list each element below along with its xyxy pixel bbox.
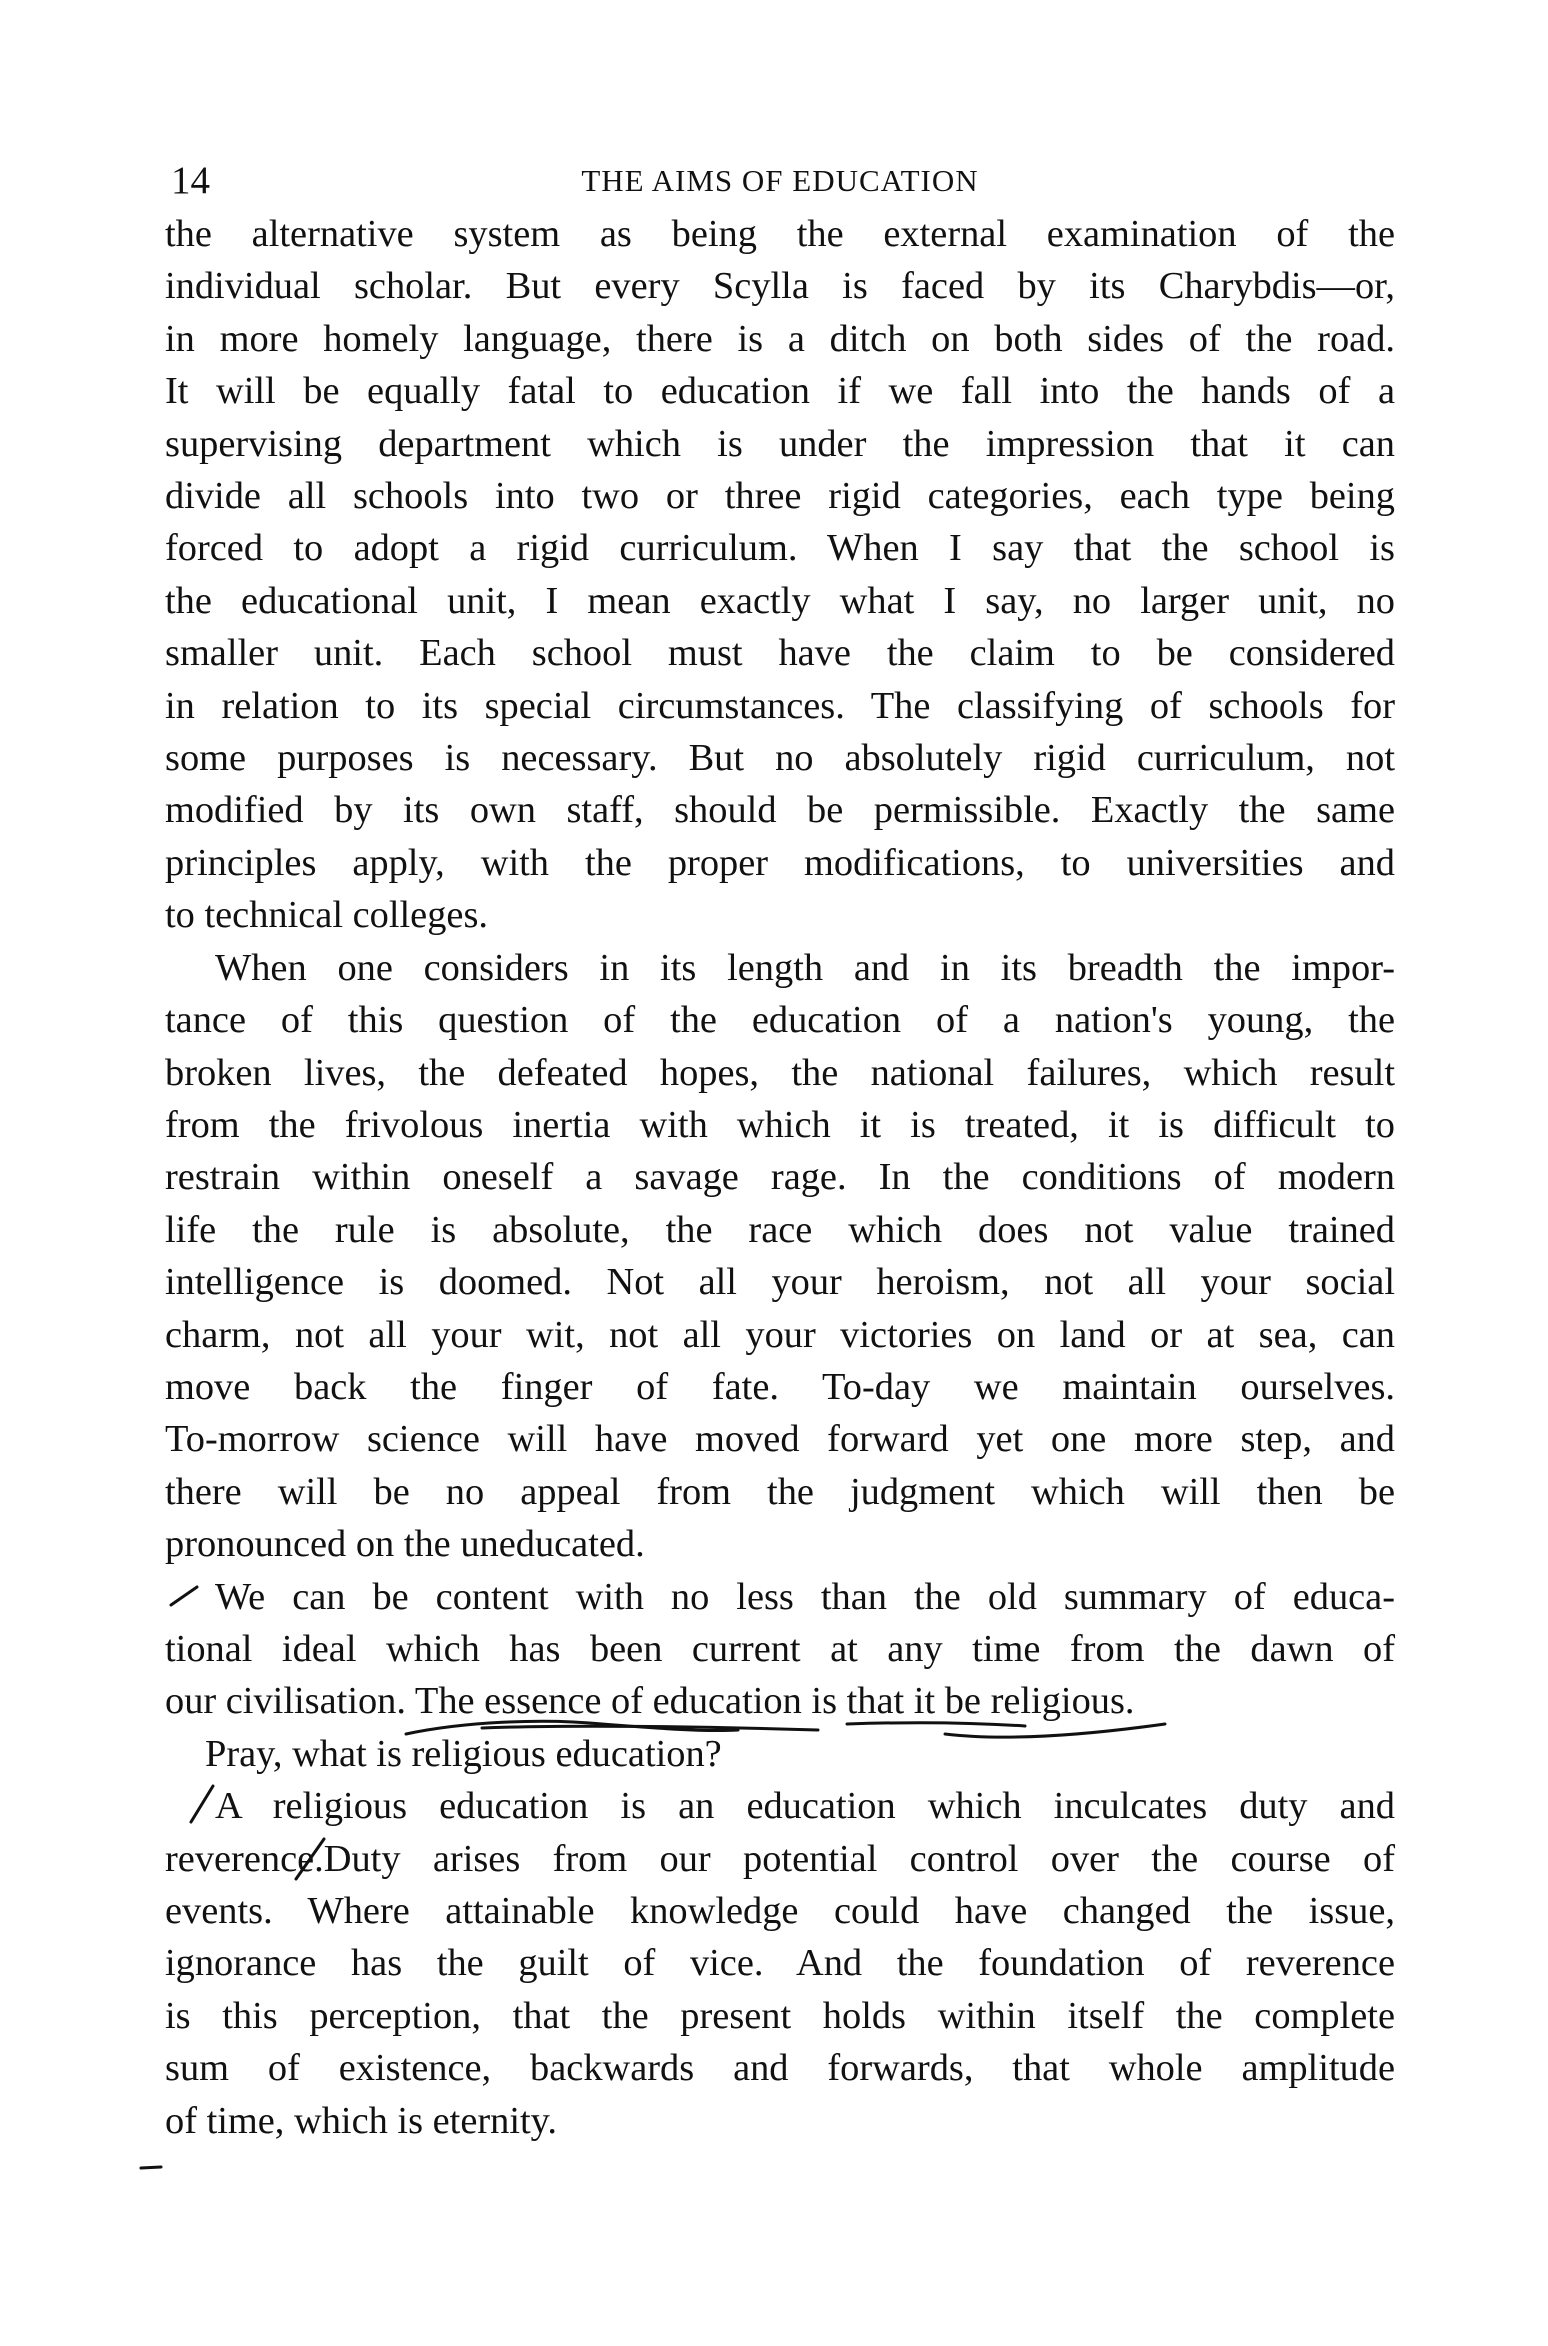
text-line: sum of existence, backwards and forwards, that whole amplitude bbox=[165, 2047, 1395, 2090]
text-line: some purposes is necessary. But no absolutely rigid curriculum, not bbox=[165, 737, 1395, 780]
text-line bbox=[165, 2095, 1395, 2147]
text-line bbox=[165, 1728, 1395, 1780]
underlined-text: that it be religious. bbox=[846, 1680, 1135, 1723]
text-segment: is bbox=[801, 1680, 847, 1723]
text-line: broken lives, the defeated hopes, the national failures, which result bbox=[165, 1051, 1395, 1094]
text-line: move back the finger of fate. To-day we maintain ourselves. bbox=[165, 1365, 1395, 1408]
paragraph-2 bbox=[165, 942, 1395, 1571]
text-line-content: We can be content with no less than the old summary of educa- bbox=[215, 1575, 1395, 1618]
text-line: It will be equally fatal to education if we fall into the hands of a bbox=[165, 370, 1395, 413]
text-line-content: A religious education is an education which inculcates duty and bbox=[215, 1785, 1395, 1828]
text-line: tional ideal which has been current at any time from the dawn of bbox=[165, 1627, 1395, 1670]
text-line: principles apply, with the proper modifications, to universities and bbox=[165, 841, 1395, 884]
text-line bbox=[165, 1571, 1395, 1623]
text-line: divide all schools into two or three rigid categories, each type being bbox=[165, 475, 1395, 518]
text-line: the educational unit, I mean exactly what I say, no larger unit, no bbox=[165, 579, 1395, 622]
text-line: forced to adopt a rigid curriculum. When I say that the school is bbox=[165, 527, 1395, 570]
text-line: events. Where attainable knowledge could have changed the issue, bbox=[165, 1890, 1395, 1932]
text-line: in more homely language, there is a ditch on both sides of the road. bbox=[165, 317, 1395, 360]
text-line: supervising department which is under the impression that it can bbox=[165, 422, 1395, 465]
underlined-phrase-religious bbox=[847, 1675, 1135, 1727]
text-line: there will be no appeal from the judgment which will then be bbox=[165, 1470, 1395, 1513]
paragraph-4 bbox=[165, 1728, 1395, 1780]
text-line-content: of time, which is eternity. bbox=[165, 2099, 557, 2142]
text-segment: Duty arises from our potential control over the course of bbox=[323, 1837, 1395, 1880]
book-page bbox=[165, 150, 1395, 2147]
text-line: charm, not all your wit, not all your victories on land or at sea, can bbox=[165, 1313, 1395, 1356]
text-line: ignorance has the guilt of vice. And the foundation of reverence bbox=[165, 1942, 1395, 1985]
handwritten-tick-mark bbox=[169, 1585, 199, 1607]
marked-phrase-question bbox=[412, 1728, 722, 1780]
text-line bbox=[165, 1780, 1395, 1832]
running-head bbox=[165, 150, 1395, 204]
text-line: When one considers in its length and in its breadth the impor- bbox=[215, 946, 1395, 989]
text-line: from the frivolous inertia with which it is treated, it is difficult to bbox=[165, 1103, 1395, 1146]
paragraph-1 bbox=[165, 208, 1395, 942]
text-segment: reverence. bbox=[165, 1837, 324, 1880]
running-title: THE AIMS OF EDUCATION bbox=[581, 163, 979, 198]
text-line: the alternative system as being the external examination of the bbox=[165, 213, 1395, 255]
marked-text: religious education? bbox=[411, 1732, 722, 1775]
text-segment: our civilisation. The bbox=[165, 1680, 485, 1723]
underlined-phrase-essence bbox=[484, 1675, 802, 1727]
body-text bbox=[165, 208, 1395, 2147]
text-line: individual scholar. But every Scylla is faced by its Charybdis—or, bbox=[165, 265, 1395, 308]
text-line: is this perception, that the present holds within itself the complete bbox=[165, 1994, 1395, 2037]
text-line: restrain within oneself a savage rage. In the conditions of modern bbox=[165, 1156, 1395, 1199]
text-line bbox=[165, 1675, 1395, 1727]
text-line: To-morrow science will have moved forward yet one more step, and bbox=[165, 1418, 1395, 1461]
page-number: 14 bbox=[171, 159, 210, 202]
text-line: modified by its own staff, should be permissible. Exactly the same bbox=[165, 789, 1395, 832]
text-line: smaller unit. Each school must have the claim to be considered bbox=[165, 632, 1395, 675]
underlined-text: essence of education bbox=[484, 1680, 802, 1723]
text-line: pronounced on the uneducated. bbox=[165, 1523, 645, 1566]
text-line bbox=[165, 1833, 1395, 1885]
paragraph-3 bbox=[165, 1571, 1395, 1728]
text-line: life the rule is absolute, the race which does not value trained bbox=[165, 1208, 1395, 1251]
handwritten-caret-mark bbox=[187, 1784, 217, 1824]
text-line: to technical colleges. bbox=[165, 894, 488, 937]
paragraph-5 bbox=[165, 1780, 1395, 2147]
text-line: in relation to its special circumstances. The classifying of schools for bbox=[165, 684, 1395, 727]
text-segment: Pray, what is bbox=[205, 1732, 412, 1775]
handwritten-dash-mark bbox=[139, 2163, 163, 2173]
corrected-word-reverence bbox=[165, 1833, 324, 1885]
text-line: tance of this question of the education of a nation's young, the bbox=[165, 999, 1395, 1042]
text-line: intelligence is doomed. Not all your heroism, not all your social bbox=[165, 1261, 1395, 1304]
